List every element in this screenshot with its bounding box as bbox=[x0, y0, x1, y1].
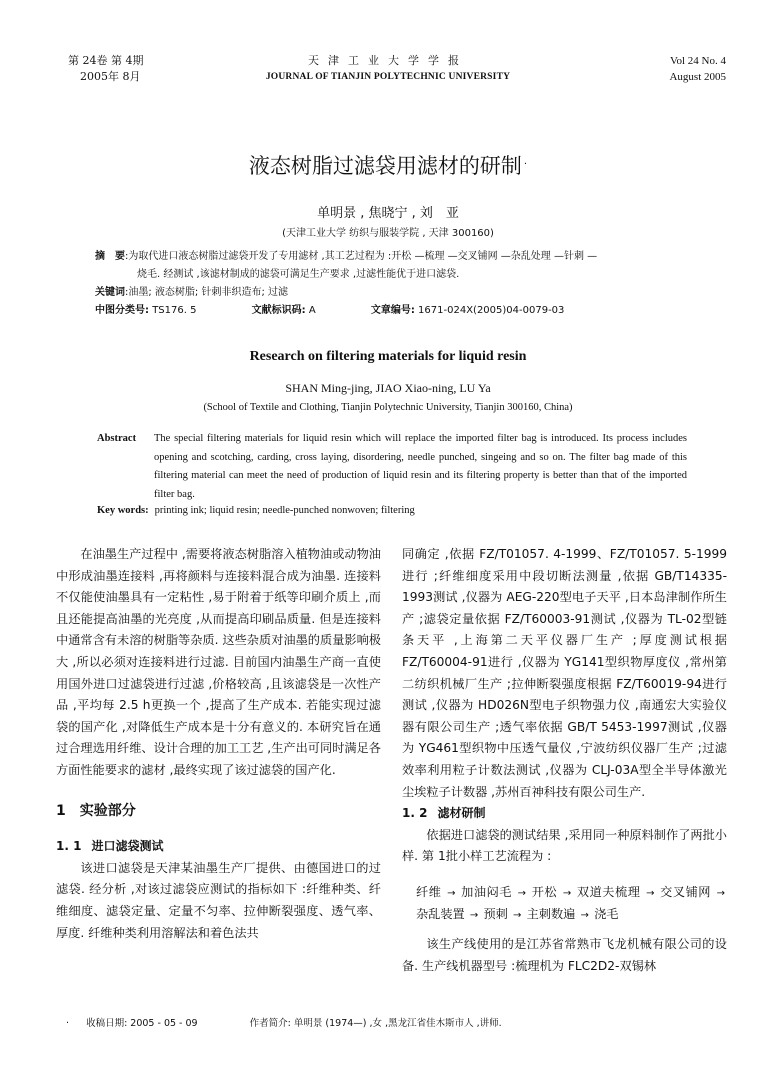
flow-arrow-icon: → bbox=[443, 887, 460, 899]
abstract-cn bbox=[95, 248, 695, 284]
classification-row bbox=[95, 302, 695, 320]
keywords-cn-label: 关键词 bbox=[95, 287, 125, 298]
subsection-1-2-paragraph-1: 依据进口滤袋的测试结果 ,采用同一种原料制作了两批小样. 第 1批小样工艺流程为 : bbox=[402, 827, 727, 864]
subsection-1-2-title: 滤材研制 bbox=[437, 806, 486, 821]
abstract-en-text: The special filtering materials for liquid resin which will replace the imported filter bag is introduced. Its process includes opening and scotching, carding, cross laying, disordering, needle punched, singeing and so on. The filter bag made of this filtering material can meet the need of production of liquid resin and its filtering property is better than that of the imported filter bag. bbox=[154, 433, 687, 500]
clc-value: TS176. 5 bbox=[152, 305, 197, 316]
paper-title bbox=[0, 150, 776, 180]
footnote-bullet: · bbox=[66, 1018, 70, 1029]
flow-arrow-icon: → bbox=[712, 887, 726, 899]
subsection-1-1-paragraph-continued: 同确定 ,依据 FZ/T01057. 4-1999、FZ/T01057. 5-1999进行 ;纤维细度采用中段切断法测量 ,依据 GB/T14335-1993测试 ,仪器为 AEG-220型电子天平 ,日本岛津制作所生产 ;滤袋定量依据 FZ/T60003-91测试 ,仪器为 TL-02型链条天平 ,上海第二天平仪器厂生产 ;厚度测试根据 FZ/T60004-91进行 ,仪器为 YG141型织物厚度仪 ,常州第二纺织机械厂生产 ;拉伸断裂强度根据 FZ/T60019-94进行测试 ,仪器为 HD026N型电子织物强力仪 ,南通宏大实验仪器有限公司生产 ;透气率依据 GB/T 5453-1997测试 ,仪器为 YG461型织物中压透气量仪 ,宁波纺织仪器厂生产 ;过滤效率利用粒子计数法测试 ,仪器为 CLJ-03A型全半导体激光尘埃粒子计数器 ,苏州百神科技有限公司生产. bbox=[402, 547, 727, 799]
author-bio-label: 作者简介: bbox=[249, 1018, 291, 1029]
doc-code-value: A bbox=[308, 305, 316, 316]
volume-en: Vol 24 No. 4 bbox=[669, 55, 726, 67]
flow-step: 主刺数遍 bbox=[526, 906, 576, 921]
keywords-en bbox=[97, 505, 687, 516]
flow-arrow-icon: → bbox=[559, 887, 575, 899]
article-no-label: 文章编号: bbox=[370, 305, 415, 316]
flow-step: 加油闷毛 bbox=[461, 884, 512, 899]
flow-step: 开松 bbox=[531, 884, 558, 899]
keywords-cn bbox=[95, 284, 695, 302]
keywords-en-label: Key words: bbox=[97, 505, 149, 516]
process-flow bbox=[416, 882, 727, 926]
flow-step: 杂乱装置 bbox=[416, 906, 465, 921]
flow-step: 交叉铺网 bbox=[660, 884, 711, 899]
flow-step: 浇毛 bbox=[594, 906, 619, 921]
abstract-cn-label: 摘 要 bbox=[95, 251, 125, 262]
journal-name-en: JOURNAL OF TIANJIN POLYTECHNIC UNIVERSITY bbox=[265, 72, 511, 82]
subsection-1-1-title: 进口滤袋测试 bbox=[91, 839, 164, 854]
header-volume-en bbox=[669, 53, 726, 85]
paper-title-text: 液态树脂过滤袋用滤材的研制 bbox=[248, 154, 522, 178]
keywords-en-text: printing ink; liquid resin; needle-punched nonwoven; filtering bbox=[154, 505, 415, 516]
subsection-1-2-paragraph-2: 该生产线使用的是江苏省常熟市飞龙机械有限公司的设备. 生产线机器型号 :梳理机为 FLC2D2-双锡林 bbox=[402, 936, 727, 973]
title-footnote-mark: · bbox=[523, 159, 528, 170]
section-1-title: 实验部分 bbox=[79, 802, 136, 819]
section-1-number: 1 bbox=[56, 802, 66, 819]
section-heading-1 bbox=[56, 801, 381, 823]
author-bio-value: 单明景 (1974—) ,女 ,黑龙江省佳木斯市人 ,讲师. bbox=[293, 1018, 502, 1029]
flow-arrow-icon: → bbox=[513, 887, 530, 899]
volume-cn: 第 24卷 第 4期 bbox=[68, 54, 144, 67]
subsection-heading-1-2 bbox=[402, 803, 727, 825]
subsection-1-1-number: 1. 1 bbox=[56, 839, 82, 854]
date-en: August 2005 bbox=[669, 71, 726, 83]
flow-arrow-icon: → bbox=[577, 909, 593, 921]
authors: 单明景 , 焦晓宁 , 刘 亚 bbox=[317, 206, 459, 221]
abstract-en bbox=[97, 430, 687, 504]
header-journal bbox=[0, 53, 776, 85]
received-date-value: 2005 - 05 - 09 bbox=[130, 1018, 198, 1029]
intro-paragraph: 在油墨生产过程中 ,需要将液态树脂溶入植物油或动物油中形成油墨连接料 ,再将颜料与连接料混合成为油墨. 连接料不仅能使油墨具有一定粘性 ,易于附着于纸等印刷介质上 ,而且还能提高油墨的光亮度 ,从而提高印刷品质量. 但是连接料中通常含有未溶的树脂等杂质. 这些杂质对油墨的质量影响极大 ,所以必须对连接料进行过滤. 目前国内油墨生产商一直使用国外进口过滤袋进行过滤 ,价格较高 ,且该滤袋是一次性产品 ,平均每 2.5 h更换一个 ,提高了生产成本. 若能实现过滤袋的国产化 ,对降低生产成本是十分有意义的. 本研究旨在通过合理选用纤维、设计合理的加工工艺 ,生产出可同时满足各方面性能要求的滤材 ,最终实现了该过滤袋的国产化. bbox=[56, 547, 381, 777]
abstract-cn-line1: :为取代进口液态树脂过滤袋开发了专用滤材 ,其工艺过程为 :开松 —梳理 —交叉铺网 —杂乱处理 —针刺 — bbox=[125, 251, 598, 262]
english-authors: SHAN Ming-jing, JIAO Xiao-ning, LU Ya bbox=[285, 381, 491, 395]
clc-label: 中图分类号: bbox=[95, 305, 149, 316]
flow-arrow-icon: → bbox=[642, 887, 659, 899]
abstract-cn-block bbox=[95, 248, 695, 320]
subsection-heading-1-1 bbox=[56, 836, 381, 858]
flow-step: 双道夫梳理 bbox=[576, 884, 641, 899]
article-no-value: 1671-024X(2005)04-0079-03 bbox=[418, 305, 565, 316]
flow-arrow-icon: → bbox=[466, 909, 482, 921]
flow-step: 预刺 bbox=[483, 906, 508, 921]
subsection-1-1-paragraph: 该进口滤袋是天津某油墨生产厂提供、由德国进口的过滤袋. 经分析 ,对该过滤袋应测试的指标如下 :纤维种类、纤维细度、滤袋定量、定量不匀率、拉伸断裂强度、透气率、厚度. 纤维种类利用溶解法和着色法共 bbox=[56, 860, 381, 940]
journal-name-cn: 天津工业大学学报 bbox=[308, 54, 468, 67]
body-column-right bbox=[402, 544, 727, 977]
flow-step: 纤维 bbox=[416, 884, 442, 899]
flow-arrow-icon: → bbox=[509, 909, 525, 921]
received-date-label: 收稿日期: bbox=[86, 1018, 128, 1029]
english-title: Research on filtering materials for liquid resin bbox=[249, 349, 527, 364]
abstract-cn-line2: 烧毛. 经测试 ,该滤材制成的滤袋可满足生产要求 ,过滤性能优于进口滤袋. bbox=[137, 269, 460, 280]
doc-code-label: 文献标识码: bbox=[251, 305, 306, 316]
subsection-1-2-number: 1. 2 bbox=[402, 806, 428, 821]
date-cn: 2005年 8月 bbox=[80, 70, 141, 83]
footnote bbox=[66, 1015, 502, 1029]
affiliation: (天津工业大学 纺织与服装学院 , 天津 300160) bbox=[282, 228, 494, 239]
body-column-left bbox=[56, 544, 381, 944]
abstract-en-label: Abstract bbox=[97, 433, 137, 444]
keywords-cn-text: :油墨; 液态树脂; 针刺非织造布; 过滤 bbox=[125, 287, 289, 298]
english-affiliation: (School of Textile and Clothing, Tianjin Polytechnic University, Tianjin 300160, China) bbox=[203, 402, 573, 413]
